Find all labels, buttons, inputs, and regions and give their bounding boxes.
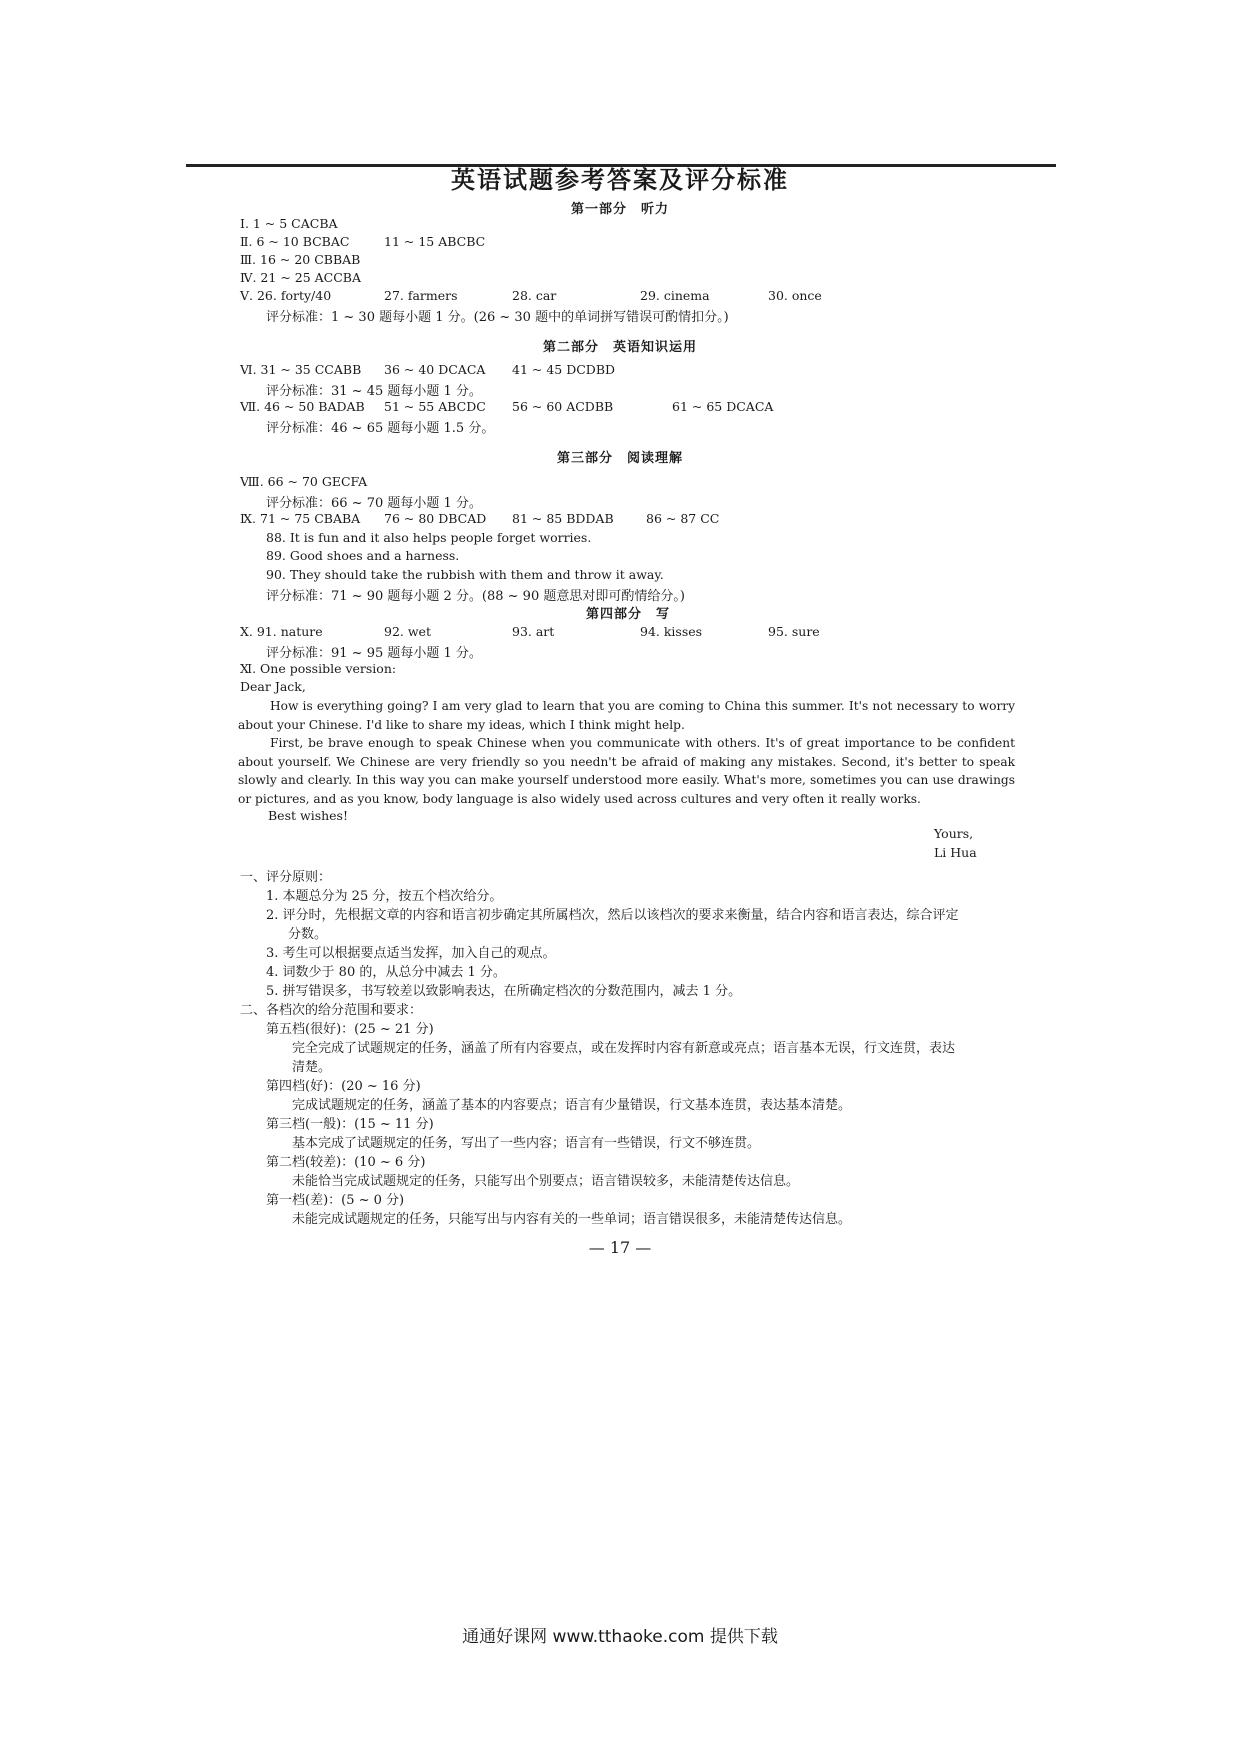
- answer-88: 88. It is fun and it also helps people forget worries.: [266, 530, 592, 545]
- letter-closing: Best wishes!: [268, 808, 348, 823]
- level-5-title: 第五档(很好)：(25 ~ 21 分): [266, 1022, 434, 1037]
- principle-3: 3. 考生可以根据要点适当发挥，加入自己的观点。: [266, 946, 556, 961]
- principles-heading: 一、评分原则：: [240, 870, 332, 885]
- level-3-title: 第三档(一般)：(15 ~ 11 分): [266, 1117, 434, 1132]
- part1-score: 评分标准：1 ~ 30 题每小题 1 分。(26 ~ 30 题中的单词拼写错误可酌情扣分。): [266, 310, 729, 325]
- part4-X-score: 评分标准：91 ~ 95 题每小题 1 分。: [266, 646, 482, 661]
- answer-I: Ⅰ. 1 ~ 5 CACBA: [240, 216, 338, 231]
- level-4-title: 第四档(好)：(20 ~ 16 分): [266, 1079, 421, 1094]
- part2-heading: 第二部分 英语知识运用: [542, 340, 697, 355]
- part1-heading: 第一部分 听力: [570, 202, 669, 217]
- page-title: 英语试题参考答案及评分标准: [451, 165, 789, 194]
- answer-IX-d: 86 ~ 87 CC: [646, 511, 720, 526]
- answer-VII-a: Ⅶ. 46 ~ 50 BADAB: [240, 399, 365, 414]
- part2-VII-score: 评分标准：46 ~ 65 题每小题 1.5 分。: [266, 421, 495, 436]
- answer-II-a: Ⅱ. 6 ~ 10 BCBAC: [240, 234, 350, 249]
- part3-VIII-score: 评分标准：66 ~ 70 题每小题 1 分。: [266, 496, 482, 511]
- answer-IX-b: 76 ~ 80 DBCAD: [384, 511, 487, 526]
- answer-VI-b: 36 ~ 40 DCACA: [384, 362, 486, 377]
- answer-VII-c: 56 ~ 60 ACDBB: [512, 399, 614, 414]
- principle-1: 1. 本题总分为 25 分，按五个档次给分。: [266, 889, 503, 904]
- letter-paragraph-2-text: First, be brave enough to speak Chinese when you communicate with others. It's of great importance to be confident about yourself. We Chinese are very friendly so you needn't be afraid of making any mistakes. Second, it's better to speak slowly and clearly. In this way you can make yourself understood more easily. What's more, sometimes you can use drawings or pictures, and as you know, body language is also widely used across cultures and very often it really works.: [238, 736, 1015, 806]
- answer-X-95: 95. sure: [768, 624, 820, 639]
- answer-VII-d: 61 ~ 65 DCACA: [672, 399, 774, 414]
- answer-V-28: 28. car: [512, 288, 557, 303]
- principle-5: 5. 拼写错误多，书写较差以致影响表达，在所确定档次的分数范围内，减去 1 分。: [266, 984, 742, 999]
- principle-4: 4. 词数少于 80 的，从总分中减去 1 分。: [266, 965, 506, 980]
- answer-V-26: Ⅴ. 26. forty/40: [240, 288, 332, 303]
- level-2-desc: 未能恰当完成试题规定的任务，只能写出个别要点；语言错误较多，未能清楚传达信息。: [292, 1174, 800, 1189]
- answer-III: Ⅲ. 16 ~ 20 CBBAB: [240, 252, 361, 267]
- answer-VI-a: Ⅵ. 31 ~ 35 CCABB: [240, 362, 362, 377]
- level-2-title: 第二档(较差)：(10 ~ 6 分): [266, 1155, 426, 1170]
- answer-V-27: 27. farmers: [384, 288, 458, 303]
- level-3-desc: 基本完成了试题规定的任务，写出了一些内容；语言有一些错误，行文不够连贯。: [292, 1136, 761, 1151]
- answer-IX-c: 81 ~ 85 BDDAB: [512, 511, 614, 526]
- letter-yours: Yours,: [934, 826, 974, 841]
- part4-heading: 第四部分 写: [586, 607, 671, 622]
- part3-score: 评分标准：71 ~ 90 题每小题 2 分。(88 ~ 90 题意思对即可酌情给分。): [266, 589, 685, 604]
- letter-paragraph-1-text: How is everything going? I am very glad to learn that you are coming to China this summer. It's not necessary to worry about your Chinese. I'd like to share my ideas, which I think might help.: [238, 699, 1015, 732]
- part3-heading: 第三部分 阅读理解: [556, 451, 683, 466]
- answer-V-29: 29. cinema: [640, 288, 710, 303]
- principle-2b: 分数。: [288, 927, 328, 942]
- level-1-desc: 未能完成试题规定的任务，只能写出与内容有关的一些单词；语言错误很多，未能清楚传达信息。: [292, 1212, 852, 1227]
- level-4-desc: 完成试题规定的任务，涵盖了基本的内容要点；语言有少量错误，行文基本连贯，表达基本清楚。: [292, 1098, 852, 1113]
- answer-IX-a: Ⅸ. 71 ~ 75 CBABA: [240, 511, 361, 526]
- answer-90: 90. They should take the rubbish with them and throw it away.: [266, 567, 664, 582]
- answer-VIII: Ⅷ. 66 ~ 70 GECFA: [240, 474, 368, 489]
- levels-heading: 二、各档次的给分范围和要求：: [240, 1003, 423, 1018]
- answer-VI-c: 41 ~ 45 DCDBD: [512, 362, 616, 377]
- answer-V-30: 30. once: [768, 288, 822, 303]
- answer-IV: Ⅳ. 21 ~ 25 ACCBA: [240, 270, 362, 285]
- footer-download-text: 通通好课网 www.tthaoke.com 提供下载: [462, 1627, 778, 1647]
- level-1-title: 第一档(差)：(5 ~ 0 分): [266, 1193, 405, 1208]
- letter-paragraph-1: [238, 697, 1015, 734]
- answer-X-91: Ⅹ. 91. nature: [240, 624, 323, 639]
- page-number: — 17 —: [588, 1238, 652, 1257]
- letter-greeting: Dear Jack,: [240, 679, 306, 694]
- part2-VI-score: 评分标准：31 ~ 45 题每小题 1 分。: [266, 384, 482, 399]
- answer-VII-b: 51 ~ 55 ABCDC: [384, 399, 486, 414]
- letter-paragraph-2: [238, 734, 1015, 808]
- answer-XI-label: Ⅺ. One possible version:: [240, 661, 397, 676]
- letter-signature: Li Hua: [934, 845, 977, 860]
- answer-X-92: 92. wet: [384, 624, 431, 639]
- answer-89: 89. Good shoes and a harness.: [266, 548, 460, 563]
- answer-II-b: 11 ~ 15 ABCBC: [384, 234, 486, 249]
- level-5-desc-2: 清楚。: [292, 1060, 332, 1075]
- answer-X-93: 93. art: [512, 624, 555, 639]
- answer-X-94: 94. kisses: [640, 624, 703, 639]
- level-5-desc-1: 完全完成了试题规定的任务，涵盖了所有内容要点，或在发挥时内容有新意或亮点；语言基本无误，行文连贯，表达: [292, 1041, 956, 1056]
- principle-2a: 2. 评分时，先根据文章的内容和语言初步确定其所属档次，然后以该档次的要求来衡量，结合内容和语言表达，综合评定: [266, 908, 959, 923]
